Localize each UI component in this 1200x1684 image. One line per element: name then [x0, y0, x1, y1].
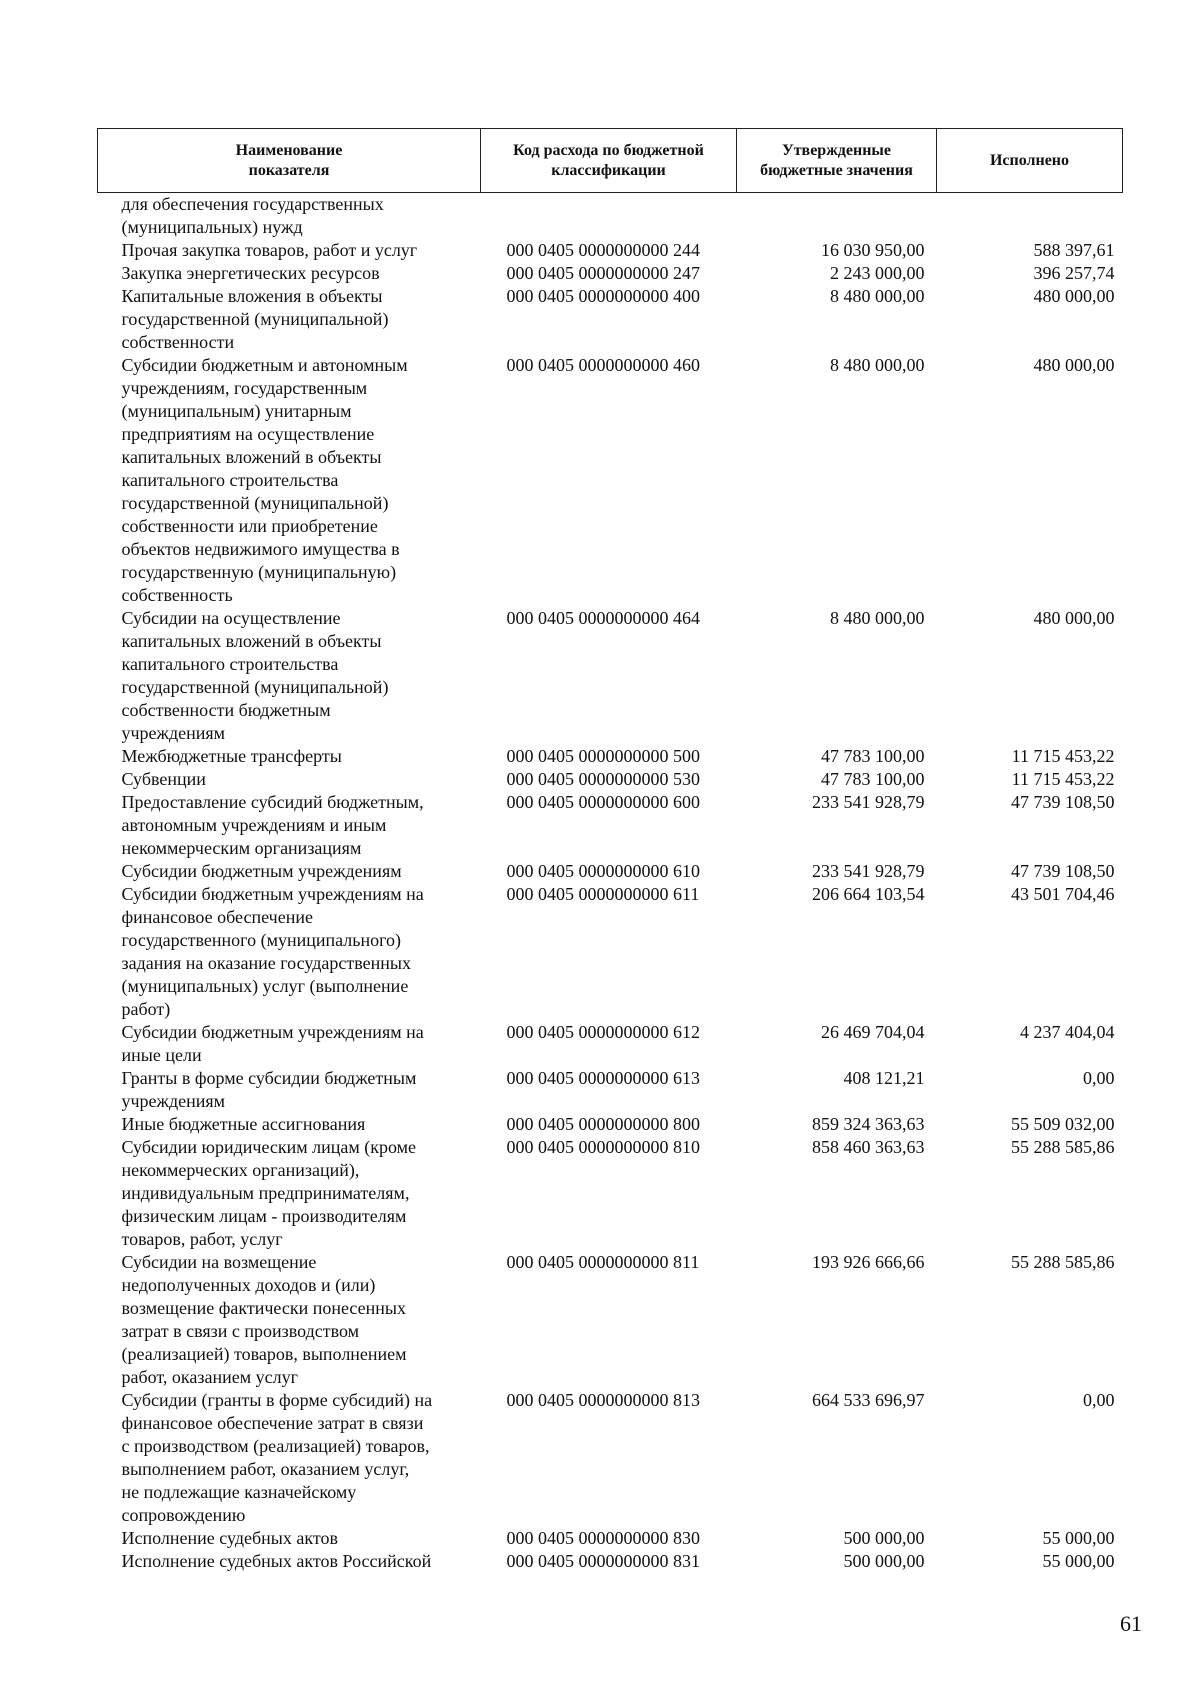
cell-code: 000 0405 0000000000 500	[506, 746, 700, 766]
cell-executed: 0,00	[1083, 1068, 1115, 1088]
header-code: Код расхода по бюджетной классификации	[481, 129, 737, 193]
cell-approved: 2 243 000,00	[830, 263, 925, 283]
cell-code: 000 0405 0000000000 610	[506, 861, 700, 881]
table-row	[98, 1067, 1123, 1113]
cell-approved: 193 926 666,66	[812, 1252, 925, 1272]
cell-name: Гранты в форме субсидии бюджетным учреждениям	[121, 1068, 417, 1111]
cell-approved: 16 030 950,00	[821, 240, 925, 260]
table-row	[98, 239, 1123, 262]
cell-name: Исполнение судебных актов Российской	[121, 1551, 432, 1571]
cell-approved: 8 480 000,00	[830, 608, 925, 628]
cell-approved: 858 460 363,63	[812, 1137, 925, 1157]
cell-code: 000 0405 0000000000 244	[506, 240, 700, 260]
table-row	[98, 1251, 1123, 1389]
cell-executed: 396 257,74	[1033, 263, 1115, 283]
cell-executed: 55 288 585,86	[1011, 1137, 1115, 1157]
cell-code: 000 0405 0000000000 830	[506, 1528, 700, 1548]
cell-approved: 8 480 000,00	[830, 355, 925, 375]
cell-code: 000 0405 0000000000 464	[506, 608, 700, 628]
table-row	[98, 860, 1123, 883]
cell-approved: 206 664 103,54	[812, 884, 925, 904]
cell-name: Субвенции	[121, 769, 206, 789]
cell-name: Прочая закупка товаров, работ и услуг	[121, 240, 418, 260]
cell-code: 000 0405 0000000000 810	[506, 1137, 700, 1157]
header-approved: Утвержденные бюджетные значения	[737, 129, 937, 193]
header-name: Наименование показателя	[98, 129, 481, 193]
table-row	[98, 1136, 1123, 1251]
table-row	[98, 791, 1123, 860]
cell-name: для обеспечения государственных (муниципальных) нужд	[121, 194, 384, 237]
cell-executed: 11 715 453,22	[1011, 746, 1115, 766]
cell-approved: 26 469 704,04	[821, 1022, 925, 1042]
table-row	[98, 1527, 1123, 1550]
cell-executed: 43 501 704,46	[1011, 884, 1115, 904]
table-row	[98, 607, 1123, 745]
cell-approved: 47 783 100,00	[821, 769, 925, 789]
cell-code: 000 0405 0000000000 530	[506, 769, 700, 789]
cell-name: Субсидии бюджетным учреждениям на финансовое обеспечение государственного (муниципального) задания на оказание государственных (муниципальных) услуг (выполнение работ)	[121, 884, 424, 1019]
cell-approved: 500 000,00	[843, 1551, 925, 1571]
table-row	[98, 1389, 1123, 1527]
cell-name: Иные бюджетные ассигнования	[121, 1114, 366, 1134]
budget-report-table	[97, 128, 1123, 1573]
table-row	[98, 354, 1123, 607]
table-row	[98, 1021, 1123, 1067]
cell-name: Закупка энергетических ресурсов	[121, 263, 380, 283]
cell-name: Субсидии бюджетным и автономным учреждениям, государственным (муниципальным) унитарным предприятиям на осуществление капитальных вложений в объекты капитального строительства государственной (муниципальной) собственности или приобретение объектов недвижимого имущества в государственную (муниципальную) собственность	[121, 355, 408, 605]
cell-executed: 55 000,00	[1042, 1551, 1115, 1571]
cell-approved: 47 783 100,00	[821, 746, 925, 766]
cell-code: 000 0405 0000000000 613	[506, 1068, 700, 1088]
cell-code: 000 0405 0000000000 460	[506, 355, 700, 375]
cell-code: 000 0405 0000000000 831	[506, 1551, 700, 1571]
cell-name: Субсидии на возмещение недополученных доходов и (или) возмещение фактически понесенных затрат в связи с производством (реализацией) товаров, выполнением работ, оказанием услуг	[121, 1252, 407, 1387]
table-row	[98, 768, 1123, 791]
table-row	[98, 193, 1123, 240]
cell-executed: 480 000,00	[1033, 608, 1115, 628]
cell-executed: 480 000,00	[1033, 286, 1115, 306]
cell-approved: 408 121,21	[843, 1068, 925, 1088]
cell-executed: 4 237 404,04	[1020, 1022, 1115, 1042]
cell-code: 000 0405 0000000000 600	[506, 792, 700, 812]
cell-approved: 8 480 000,00	[830, 286, 925, 306]
cell-executed	[937, 193, 1123, 240]
cell-name: Субсидии (гранты в форме субсидий) на финансовое обеспечение затрат в связи с производством (реализацией) товаров, выполнением работ, оказанием услуг, не подлежащие казначейскому сопровождению	[121, 1390, 433, 1525]
cell-name: Субсидии бюджетным учреждениям	[121, 861, 402, 881]
cell-code: 000 0405 0000000000 400	[506, 286, 700, 306]
table-row	[98, 1113, 1123, 1136]
cell-approved: 233 541 928,79	[812, 861, 925, 881]
cell-executed: 47 739 108,50	[1011, 792, 1115, 812]
cell-name: Предоставление субсидий бюджетным, автономным учреждениям и иным некоммерческим организациям	[121, 792, 424, 858]
cell-approved: 500 000,00	[843, 1528, 925, 1548]
cell-code	[481, 193, 737, 240]
cell-code: 000 0405 0000000000 612	[506, 1022, 700, 1042]
cell-executed: 55 288 585,86	[1011, 1252, 1115, 1272]
cell-code: 000 0405 0000000000 247	[506, 263, 700, 283]
table-row	[98, 262, 1123, 285]
cell-approved: 664 533 696,97	[812, 1390, 925, 1410]
cell-name: Субсидии на осуществление капитальных вложений в объекты капитального строительства государственной (муниципальной) собственности бюджетным учреждениям	[121, 608, 389, 743]
cell-code: 000 0405 0000000000 800	[506, 1114, 700, 1134]
cell-code: 000 0405 0000000000 811	[506, 1252, 700, 1272]
table-row	[98, 285, 1123, 354]
table-row	[98, 1550, 1123, 1573]
page-number: 61	[1120, 1611, 1142, 1636]
cell-code: 000 0405 0000000000 813	[506, 1390, 700, 1410]
cell-executed: 55 509 032,00	[1011, 1114, 1115, 1134]
cell-approved: 233 541 928,79	[812, 792, 925, 812]
cell-executed: 588 397,61	[1033, 240, 1115, 260]
table-body	[98, 193, 1123, 1574]
cell-executed: 11 715 453,22	[1011, 769, 1115, 789]
cell-approved	[737, 193, 937, 240]
cell-name: Исполнение судебных актов	[121, 1528, 339, 1548]
cell-name: Капитальные вложения в объекты государственной (муниципальной) собственности	[121, 286, 389, 352]
cell-executed: 47 739 108,50	[1011, 861, 1115, 881]
cell-name: Субсидии юридическим лицам (кроме некоммерческих организаций), индивидуальным предпринимателям, физическим лицам - производителям товаров, работ, услуг	[121, 1137, 417, 1249]
cell-executed: 0,00	[1083, 1390, 1115, 1410]
table-row	[98, 745, 1123, 768]
cell-name: Субсидии бюджетным учреждениям на иные цели	[121, 1022, 424, 1065]
table-header	[98, 129, 1123, 193]
cell-code: 000 0405 0000000000 611	[506, 884, 700, 904]
cell-name: Межбюджетные трансферты	[121, 746, 342, 766]
table-row	[98, 883, 1123, 1021]
header-executed: Исполнено	[937, 129, 1123, 193]
cell-executed: 55 000,00	[1042, 1528, 1115, 1548]
cell-approved: 859 324 363,63	[812, 1114, 925, 1134]
header-row	[98, 129, 1123, 193]
cell-executed: 480 000,00	[1033, 355, 1115, 375]
